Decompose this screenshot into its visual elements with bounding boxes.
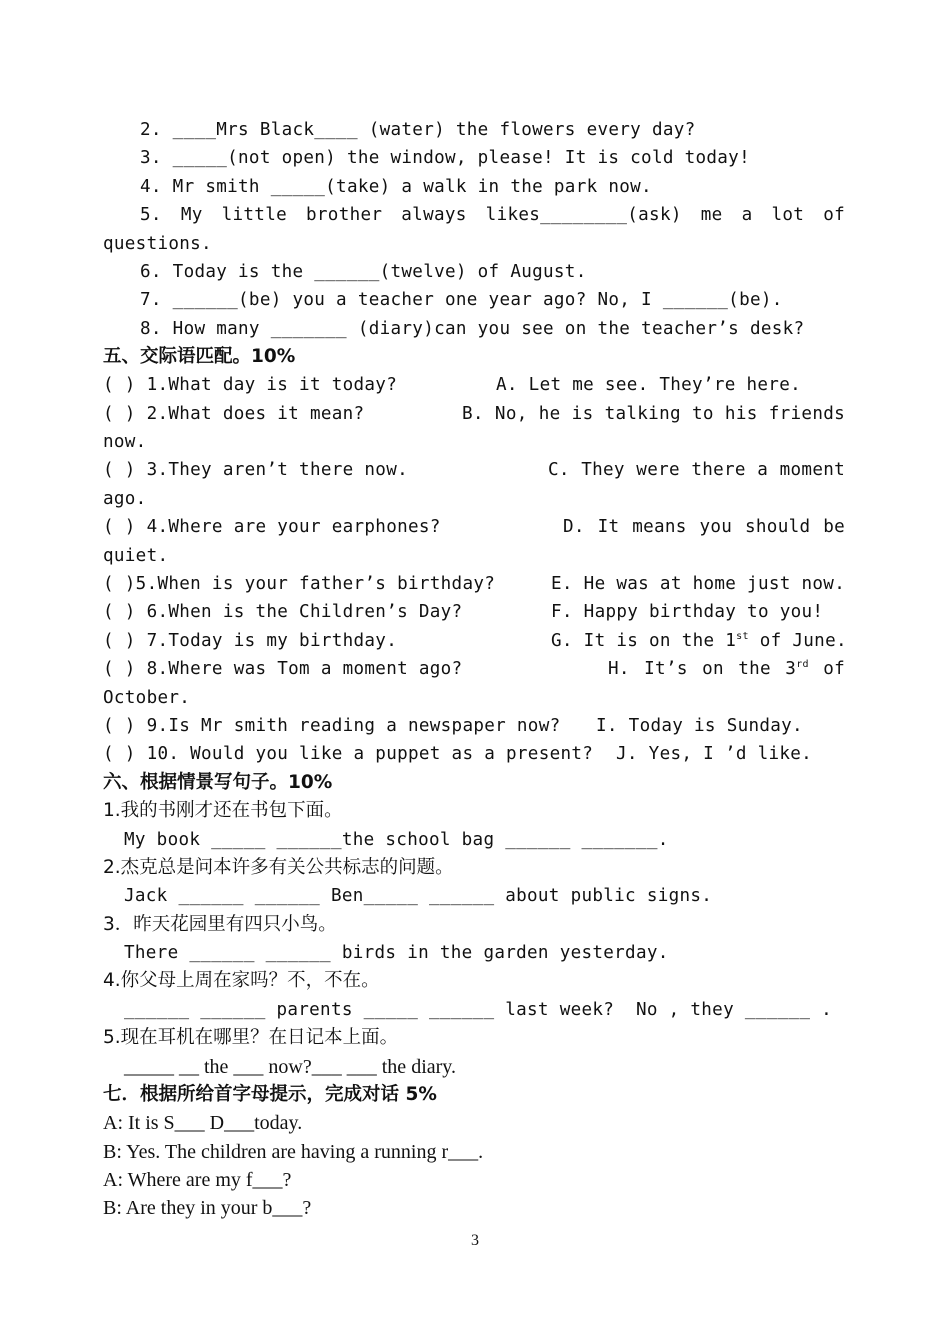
section-7-heading: 七．根据所给首字母提示，完成对话 5% (103, 1084, 437, 1105)
match-a4-cont: quiet. (103, 546, 169, 566)
q4-3: 3. _____(not open) the window, please! It is cold today! (140, 148, 750, 168)
match-a1: A. Let me see. They’re here. (496, 375, 801, 395)
match-q9: ( ) 9.Is Mr smith reading a newspaper now? (103, 716, 561, 736)
q4-8: 8. How many _______ (diary)can you see on the teacher’s desk? (140, 319, 805, 339)
sentence-3-en: There ______ ______ birds in the garden yesterday. (124, 943, 669, 963)
dialogue-line-4: B: Are they in your b___? (103, 1197, 312, 1219)
match-a4: D. It means you should be (563, 517, 845, 537)
match-q2: ( ) 2.What does it mean? (103, 404, 365, 424)
dialogue-line-2: B: Yes. The children are having a running r___. (103, 1141, 484, 1163)
match-q6: ( ) 6.When is the Children’s Day? (103, 602, 463, 622)
page-number: 3 (471, 1232, 479, 1249)
match-a10: J. Yes, I ’d like. (616, 744, 813, 764)
match-a7: G. It is on the 1st of June. (551, 631, 847, 651)
sentence-5-en: _____ __ the ___ now?___ ___ the diary. (124, 1056, 456, 1078)
sentence-1-cn: 1.我的书刚才还在书包下面。 (103, 800, 343, 821)
match-a9: I. Today is Sunday. (596, 716, 803, 736)
dialogue-line-1: A: It is S___ D___today. (103, 1112, 303, 1134)
q4-4: 4. Mr smith _____(take) a walk in the park now. (140, 177, 652, 197)
sentence-4-en: ______ ______ parents _____ ______ last week? No , they ______ . (124, 1000, 833, 1020)
match-q8: ( ) 8.Where was Tom a moment ago? (103, 659, 463, 679)
q4-5-cont: questions. (103, 234, 212, 254)
match-a8-cont: October. (103, 688, 191, 708)
q4-5: 5. My little brother always likes________(ask) me a lot of (140, 205, 845, 225)
q4-6: 6. Today is the ______(twelve) of August. (140, 262, 587, 282)
match-a2: B. No, he is talking to his friends (462, 404, 845, 424)
q4-7: 7. ______(be) you a teacher one year ago? No, I ______(be). (140, 290, 783, 310)
sentence-2-cn: 2.杰克总是问本许多有关公共标志的问题。 (103, 857, 454, 878)
sentence-4-cn: 4.你父母上周在家吗？不，不在。 (103, 970, 380, 991)
match-q4: ( ) 4.Where are your earphones? (103, 517, 441, 537)
match-a8: H. It’s on the 3rd of (608, 659, 845, 679)
match-q7: ( ) 7.Today is my birthday. (103, 631, 398, 651)
match-q5: ( )5.When is your father’s birthday? (103, 574, 496, 594)
dialogue-line-3: A: Where are my f___? (103, 1169, 292, 1191)
sentence-1-en: My book _____ ______the school bag ______ _______. (124, 830, 669, 850)
match-a5: E. He was at home just now. (551, 574, 846, 594)
sentence-3-cn: 3．昨天花园里有四只小鸟。 (103, 914, 337, 935)
match-a3-cont: ago. (103, 489, 147, 509)
q4-2: 2. ____Mrs Black____ (water) the flowers every day? (140, 120, 696, 140)
match-a6: F. Happy birthday to you! (551, 602, 824, 622)
sentence-2-en: Jack ______ ______ Ben_____ ______ about public signs. (124, 886, 713, 906)
section-5-heading: 五、交际语匹配。10% (103, 346, 296, 367)
match-q3: ( ) 3.They aren’t there now. (103, 460, 408, 480)
match-a2-cont: now. (103, 432, 147, 452)
match-q1: ( ) 1.What day is it today? (103, 375, 398, 395)
match-a3: C. They were there a moment (548, 460, 845, 480)
match-q10: ( ) 10. Would you like a puppet as a present? (103, 744, 594, 764)
section-6-heading: 六、根据情景写句子。10% (103, 772, 333, 793)
sentence-5-cn: 5.现在耳机在哪里？在日记本上面。 (103, 1027, 399, 1048)
